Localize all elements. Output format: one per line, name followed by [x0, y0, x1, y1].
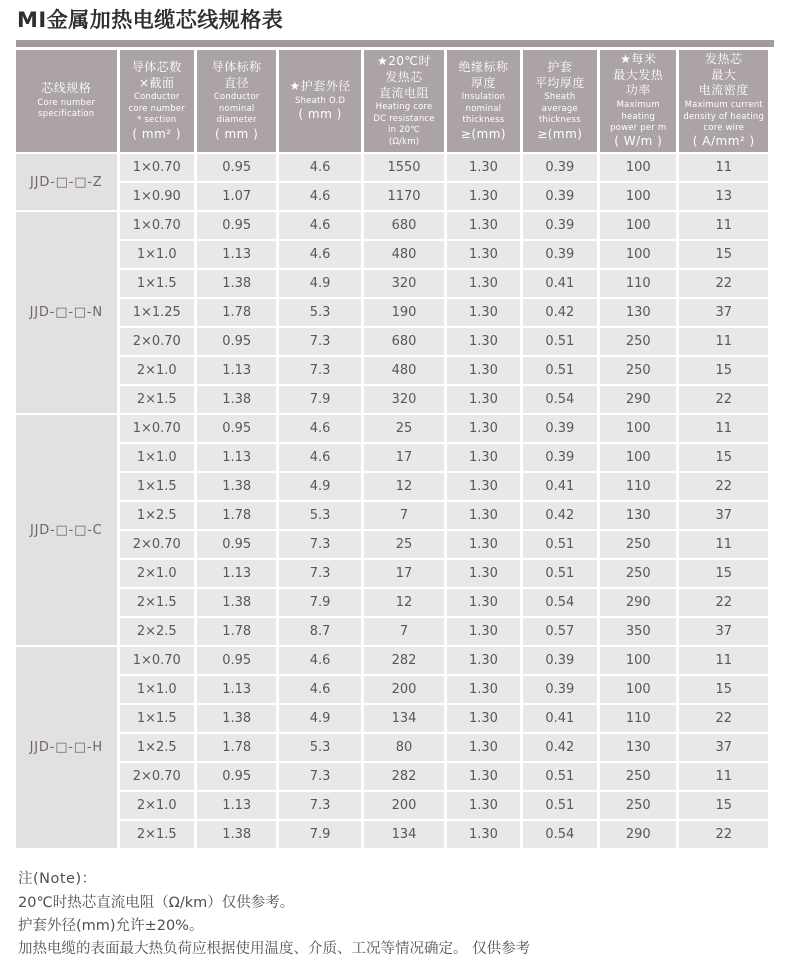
cell: 25 — [364, 531, 444, 558]
cell: 680 — [364, 328, 444, 355]
note-line: 20℃时热芯直流电阻（Ω/km）仅供参考。 — [18, 894, 295, 911]
column-header-conductor-core-section: 导体芯数 ×截面 Conductor core number * section ( mm² ) — [120, 50, 194, 152]
cell: 320 — [364, 270, 444, 297]
cell: 8.7 — [279, 618, 360, 645]
cell: 37 — [679, 299, 768, 326]
cell: 1.30 — [447, 357, 519, 384]
cell: 1.38 — [197, 589, 276, 616]
cell: 1×0.70 — [120, 154, 194, 181]
cell: 2×1.0 — [120, 560, 194, 587]
cell: 11 — [679, 328, 768, 355]
cell: 1.30 — [447, 792, 519, 819]
cell: 0.42 — [523, 502, 597, 529]
cell: 11 — [679, 763, 768, 790]
cell: 1.30 — [447, 502, 519, 529]
table-row — [16, 183, 768, 210]
cell: 130 — [600, 299, 676, 326]
cell: 11 — [679, 212, 768, 239]
cell: 0.95 — [197, 415, 276, 442]
cell: 0.51 — [523, 357, 597, 384]
cell: 2×0.70 — [120, 531, 194, 558]
table-row — [16, 792, 768, 819]
cell: 1.13 — [197, 241, 276, 268]
cell: 7.3 — [279, 792, 360, 819]
table-row — [16, 821, 768, 848]
cell: 4.6 — [279, 183, 360, 210]
cell: 12 — [364, 589, 444, 616]
table-row — [16, 154, 768, 181]
cell: 1.30 — [447, 299, 519, 326]
column-header-dc-resistance: ★20℃时 发热芯 直流电阻 Heating core DC resistance in 20℃ (Ω/km) — [364, 50, 444, 152]
note-line: 加热电缆的表面最大热负荷应根据使用温度、介质、工况等情况确定。 仅供参考 — [18, 941, 531, 958]
cell: 7.3 — [279, 357, 360, 384]
column-header-max-current-density: 发热芯 最大 电流密度 Maximum current density of heating core wire ( A/mm² ) — [679, 50, 768, 152]
cell: 37 — [679, 618, 768, 645]
column-header-core-spec: 芯线规格 Core number specification — [16, 50, 117, 152]
cell: 2×1.5 — [120, 821, 194, 848]
cell: 134 — [364, 705, 444, 732]
cell: 22 — [679, 705, 768, 732]
cell: 1.30 — [447, 473, 519, 500]
cell: 2×1.5 — [120, 589, 194, 616]
cell: 1.30 — [447, 183, 519, 210]
cell: 290 — [600, 821, 676, 848]
table-row — [16, 415, 768, 442]
cell: 0.51 — [523, 792, 597, 819]
cell: 0.95 — [197, 531, 276, 558]
notes — [18, 868, 774, 962]
cell: 1.38 — [197, 270, 276, 297]
cell: 0.39 — [523, 647, 597, 674]
cell: 1.30 — [447, 618, 519, 645]
cell: 1×1.5 — [120, 705, 194, 732]
cell: 7.3 — [279, 763, 360, 790]
cell: 37 — [679, 502, 768, 529]
cell: 0.51 — [523, 763, 597, 790]
table-body — [16, 154, 768, 848]
cell: 17 — [364, 560, 444, 587]
cell: 0.42 — [523, 734, 597, 761]
cell: 5.3 — [279, 502, 360, 529]
cell: 0.41 — [523, 473, 597, 500]
cell: 2×1.0 — [120, 792, 194, 819]
cell: 282 — [364, 647, 444, 674]
cell: 282 — [364, 763, 444, 790]
cell: 4.9 — [279, 473, 360, 500]
cell: 110 — [600, 705, 676, 732]
cell: 0.54 — [523, 386, 597, 413]
cell: 0.42 — [523, 299, 597, 326]
cell: 15 — [679, 792, 768, 819]
cell: 0.54 — [523, 589, 597, 616]
cell: 480 — [364, 241, 444, 268]
cell: 480 — [364, 357, 444, 384]
cell: 7.9 — [279, 386, 360, 413]
cell: 1×1.0 — [120, 241, 194, 268]
cell: 0.39 — [523, 154, 597, 181]
cell: 5.3 — [279, 734, 360, 761]
cell: 100 — [600, 212, 676, 239]
cell: 7.3 — [279, 328, 360, 355]
cell: 250 — [600, 328, 676, 355]
cell: 25 — [364, 415, 444, 442]
cell: 1.30 — [447, 328, 519, 355]
cell: 1.38 — [197, 821, 276, 848]
cell: 0.95 — [197, 154, 276, 181]
cell: 1×1.25 — [120, 299, 194, 326]
column-header-conductor-diameter: 导体标称 直径 Conductor nominal diameter ( mm ) — [197, 50, 276, 152]
cell: 250 — [600, 531, 676, 558]
cell: 11 — [679, 154, 768, 181]
cell: 130 — [600, 502, 676, 529]
cell: 0.39 — [523, 212, 597, 239]
cell: 1.30 — [447, 560, 519, 587]
table-row — [16, 560, 768, 587]
cell: 1.30 — [447, 763, 519, 790]
cell: 1.13 — [197, 676, 276, 703]
group-label-cell: JJD-□-□-Z — [16, 154, 117, 210]
cell: 0.39 — [523, 183, 597, 210]
cell: 1×0.90 — [120, 183, 194, 210]
cell: 680 — [364, 212, 444, 239]
cell: 0.39 — [523, 241, 597, 268]
table-row — [16, 386, 768, 413]
cell: 1.30 — [447, 647, 519, 674]
cell: 250 — [600, 792, 676, 819]
table-row — [16, 212, 768, 239]
cell: 0.95 — [197, 647, 276, 674]
cell: 11 — [679, 647, 768, 674]
cell: 2×1.0 — [120, 357, 194, 384]
cell: 13 — [679, 183, 768, 210]
table-top-bar — [16, 40, 774, 47]
cell: 0.95 — [197, 212, 276, 239]
cell: 11 — [679, 531, 768, 558]
group-label-cell: JJD-□-□-H — [16, 647, 117, 848]
table-header — [16, 50, 768, 152]
cell: 7.9 — [279, 589, 360, 616]
table-row — [16, 647, 768, 674]
note-label: 注(Note)： — [18, 871, 97, 888]
cell: 1×0.70 — [120, 415, 194, 442]
cell: 22 — [679, 386, 768, 413]
cell: 1550 — [364, 154, 444, 181]
cell: 1×2.5 — [120, 502, 194, 529]
cell: 350 — [600, 618, 676, 645]
cell: 100 — [600, 444, 676, 471]
cell: 4.6 — [279, 415, 360, 442]
note-line: 护套外径(mm)允许±20%。 — [18, 918, 204, 934]
cell: 1.38 — [197, 705, 276, 732]
cell: 1.13 — [197, 357, 276, 384]
cell: 15 — [679, 560, 768, 587]
table-row — [16, 734, 768, 761]
spec-table — [13, 48, 771, 850]
cell: 0.95 — [197, 328, 276, 355]
cell: 15 — [679, 241, 768, 268]
cell: 200 — [364, 676, 444, 703]
cell: 0.51 — [523, 328, 597, 355]
table-row — [16, 444, 768, 471]
cell: 7.9 — [279, 821, 360, 848]
column-header-max-power: ★每米 最大发热 功率 Maximum heating power per m ( W/m ) — [600, 50, 676, 152]
table-row — [16, 502, 768, 529]
cell: 100 — [600, 647, 676, 674]
cell: 290 — [600, 589, 676, 616]
cell: 1.30 — [447, 821, 519, 848]
cell: 100 — [600, 241, 676, 268]
table-row — [16, 763, 768, 790]
cell: 100 — [600, 183, 676, 210]
cell: 1.30 — [447, 589, 519, 616]
cell: 1.78 — [197, 502, 276, 529]
table-row — [16, 705, 768, 732]
cell: 12 — [364, 473, 444, 500]
cell: 2×2.5 — [120, 618, 194, 645]
cell: 1.30 — [447, 415, 519, 442]
cell: 0.39 — [523, 444, 597, 471]
cell: 130 — [600, 734, 676, 761]
cell: 1×1.0 — [120, 676, 194, 703]
cell: 15 — [679, 676, 768, 703]
cell: 1.30 — [447, 270, 519, 297]
cell: 0.95 — [197, 763, 276, 790]
cell: 15 — [679, 357, 768, 384]
header-row — [16, 50, 768, 152]
cell: 250 — [600, 763, 676, 790]
cell: 22 — [679, 270, 768, 297]
cell: 1.78 — [197, 734, 276, 761]
table-row — [16, 676, 768, 703]
page — [0, 7, 790, 962]
cell: 2×0.70 — [120, 328, 194, 355]
cell: 1.07 — [197, 183, 276, 210]
cell: 0.39 — [523, 676, 597, 703]
cell: 1.13 — [197, 444, 276, 471]
table-row — [16, 270, 768, 297]
cell: 17 — [364, 444, 444, 471]
column-header-sheath-od: ★护套外径 Sheath O.D ( mm ) — [279, 50, 360, 152]
cell: 1×0.70 — [120, 212, 194, 239]
cell: 290 — [600, 386, 676, 413]
cell: 0.41 — [523, 270, 597, 297]
column-header-sheath-thickness: 护套 平均厚度 Sheath average thickness ≥(mm) — [523, 50, 597, 152]
cell: 134 — [364, 821, 444, 848]
cell: 1.30 — [447, 212, 519, 239]
cell: 1.30 — [447, 676, 519, 703]
cell: 1×1.0 — [120, 444, 194, 471]
group-label-cell: JJD-□-□-N — [16, 212, 117, 413]
cell: 4.6 — [279, 444, 360, 471]
cell: 1×1.5 — [120, 270, 194, 297]
cell: 320 — [364, 386, 444, 413]
cell: 1.30 — [447, 386, 519, 413]
cell: 4.6 — [279, 647, 360, 674]
cell: 100 — [600, 154, 676, 181]
cell: 1.13 — [197, 560, 276, 587]
cell: 1170 — [364, 183, 444, 210]
cell: 1.78 — [197, 618, 276, 645]
cell: 1.30 — [447, 734, 519, 761]
cell: 80 — [364, 734, 444, 761]
cell: 4.6 — [279, 241, 360, 268]
cell: 0.39 — [523, 415, 597, 442]
cell: 0.51 — [523, 531, 597, 558]
cell: 22 — [679, 589, 768, 616]
cell: 1.30 — [447, 154, 519, 181]
cell: 7 — [364, 502, 444, 529]
cell: 1.30 — [447, 705, 519, 732]
table-row — [16, 299, 768, 326]
cell: 1.13 — [197, 792, 276, 819]
cell: 1.38 — [197, 386, 276, 413]
cell: 1.30 — [447, 241, 519, 268]
cell: 15 — [679, 444, 768, 471]
cell: 7 — [364, 618, 444, 645]
cell: 110 — [600, 473, 676, 500]
cell: 0.51 — [523, 560, 597, 587]
page-title: MI金属加热电缆芯线规格表 — [17, 8, 284, 32]
cell: 22 — [679, 473, 768, 500]
table-row — [16, 328, 768, 355]
cell: 4.6 — [279, 676, 360, 703]
cell: 37 — [679, 734, 768, 761]
cell: 4.6 — [279, 154, 360, 181]
table-row — [16, 357, 768, 384]
group-label-cell: JJD-□-□-C — [16, 415, 117, 645]
cell: 4.9 — [279, 705, 360, 732]
cell: 200 — [364, 792, 444, 819]
table-row — [16, 589, 768, 616]
cell: 4.6 — [279, 212, 360, 239]
cell: 2×0.70 — [120, 763, 194, 790]
cell: 1×2.5 — [120, 734, 194, 761]
column-header-insulation-thickness: 绝缘标称 厚度 Insulation nominal thickness ≥(mm) — [447, 50, 519, 152]
table-row — [16, 618, 768, 645]
cell: 110 — [600, 270, 676, 297]
table-row — [16, 241, 768, 268]
cell: 11 — [679, 415, 768, 442]
cell: 100 — [600, 676, 676, 703]
cell: 1.78 — [197, 299, 276, 326]
cell: 7.3 — [279, 531, 360, 558]
cell: 5.3 — [279, 299, 360, 326]
cell: 2×1.5 — [120, 386, 194, 413]
table-row — [16, 531, 768, 558]
cell: 1×1.5 — [120, 473, 194, 500]
cell: 1.30 — [447, 444, 519, 471]
note-lines — [18, 892, 774, 962]
cell: 190 — [364, 299, 444, 326]
cell: 250 — [600, 357, 676, 384]
cell: 250 — [600, 560, 676, 587]
cell: 0.54 — [523, 821, 597, 848]
cell: 4.9 — [279, 270, 360, 297]
cell: 1×0.70 — [120, 647, 194, 674]
cell: 7.3 — [279, 560, 360, 587]
cell: 0.41 — [523, 705, 597, 732]
table-row — [16, 473, 768, 500]
cell: 1.30 — [447, 531, 519, 558]
cell: 1.38 — [197, 473, 276, 500]
cell: 0.57 — [523, 618, 597, 645]
cell: 100 — [600, 415, 676, 442]
cell: 22 — [679, 821, 768, 848]
